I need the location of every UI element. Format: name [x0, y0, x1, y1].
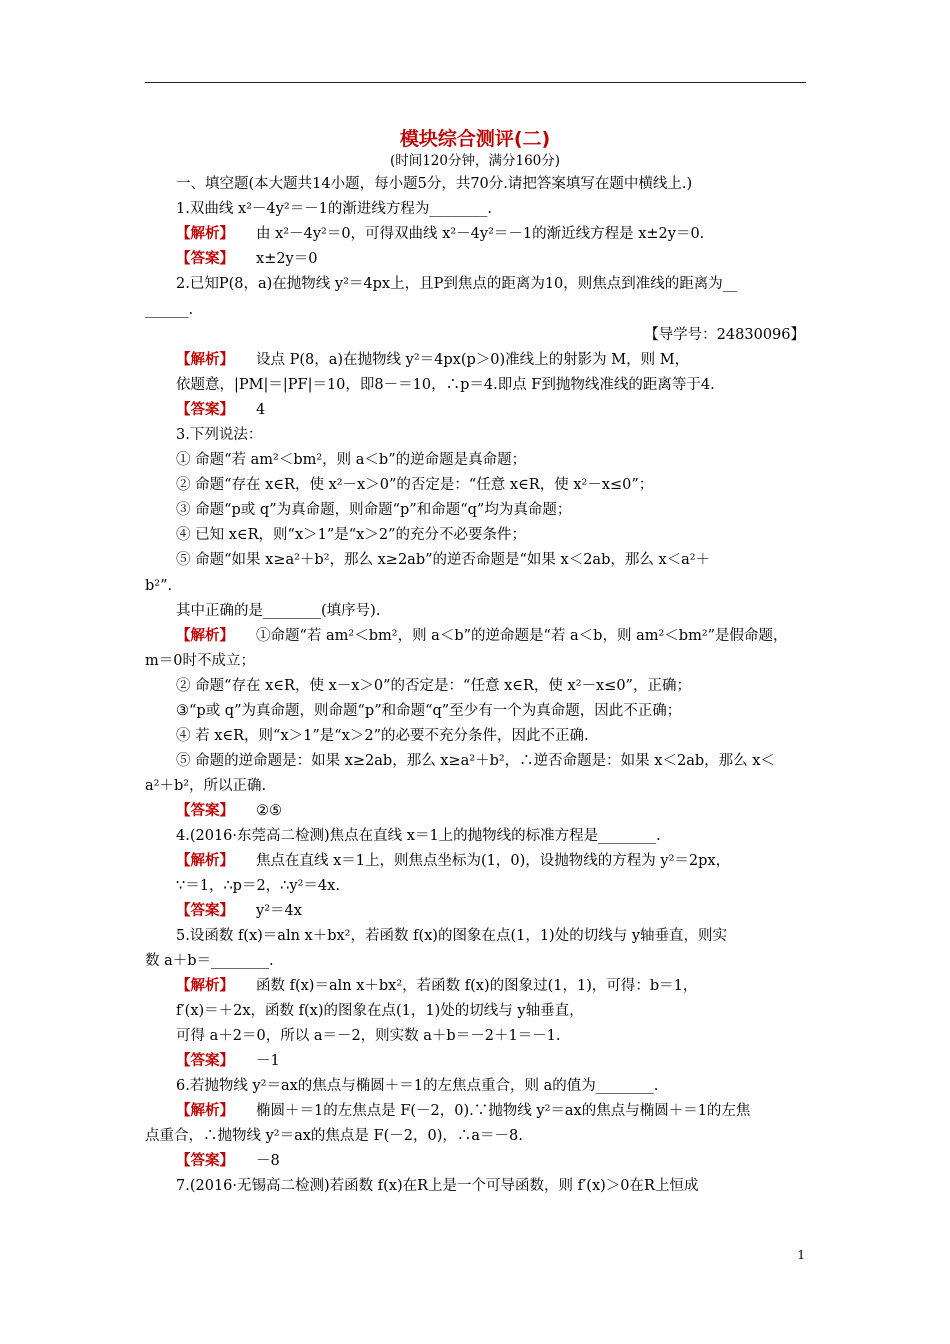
line-text: ② 命题“存在 x∈R，使 x－x＞0”的否定是：“任意 x∈R，使 x²－x≤0”，正确；	[176, 678, 691, 694]
line-text: 2.已知P(8，a)在抛物线 y²＝4px上，且P到焦点的距离为10，则焦点到准线的距离为__	[176, 276, 738, 292]
line-text: 3.下列说法：	[176, 427, 263, 443]
text-line	[176, 525, 526, 545]
line-text: ⑤ 命题“如果 x≥a²＋b²，那么 x≥2ab”的逆否命题是“如果 x＜2ab，那么 x＜a²＋	[176, 552, 711, 568]
page-subtitle: (时间120分钟，满分160分)	[389, 153, 561, 169]
line-text: 4	[256, 402, 266, 418]
text-line	[176, 901, 302, 921]
text-line	[176, 1151, 280, 1171]
line-text: b²”.	[145, 578, 173, 594]
text-line	[176, 1026, 561, 1046]
text-line	[644, 325, 805, 345]
text-line	[176, 224, 704, 244]
text-line	[176, 550, 710, 570]
line-text: ④ 若 x∈R，则“x＞1”是“x＞2”的必要不充分条件，因此不正确.	[176, 728, 589, 744]
text-line	[145, 300, 193, 320]
text-line	[176, 751, 775, 771]
line-text: －1	[256, 1053, 280, 1069]
line-text: 可得 a＋2＝0，所以 a＝－2，则实数 a＋b＝－2＋1＝－1.	[176, 1028, 561, 1044]
text-line	[145, 576, 172, 596]
text-line	[176, 701, 681, 721]
text-line	[176, 676, 691, 696]
analysis-tag: 【解析】	[176, 1103, 234, 1119]
line-text: 函数 f(x)＝aln x＋bx²，若函数 f(x)的图象过(1，1)，可得：b＝1，	[256, 978, 698, 994]
answer-tag: 【答案】	[176, 251, 234, 267]
text-line	[145, 1126, 523, 1146]
text-line	[176, 726, 589, 746]
text-line	[176, 851, 730, 871]
line-text: m＝0时不成立；	[145, 653, 255, 669]
line-text: ④ 已知 x∈R，则“x＞1”是“x＞2”的充分不必要条件；	[176, 527, 527, 543]
analysis-tag: 【解析】	[176, 352, 234, 368]
text-line	[176, 500, 571, 520]
line-text: 4.(2016·东莞高二检测)焦点在直线 x＝1上的抛物线的标准方程是________.	[176, 828, 661, 844]
line-text: ⑤ 命题的逆命题是：如果 x≥2ab，那么 x≥a²＋b²，∴逆否命题是：如果 x＜2ab，那么 x＜	[176, 753, 775, 769]
text-line	[176, 601, 380, 621]
line-text: 数 a＋b＝________.	[145, 953, 274, 969]
text-line	[176, 876, 340, 896]
text-line	[145, 776, 266, 796]
analysis-tag: 【解析】	[176, 978, 234, 994]
line-text: ③ 命题“p或 q”为真命题，则命题“p”和命题“q”均为真命题；	[176, 502, 572, 518]
text-line	[176, 626, 788, 646]
text-line	[176, 475, 653, 495]
answer-tag: 【答案】	[176, 803, 234, 819]
page-title: 模块综合测评(二)	[399, 128, 551, 150]
line-text: 点重合，∴抛物线 y²＝ax的焦点是 F(－2，0)，∴a＝－8.	[145, 1128, 523, 1144]
text-line	[176, 174, 692, 194]
line-text: 由 x²－4y²＝0，可得双曲线 x²－4y²＝－1的渐近线方程是 x±2y＝0.	[256, 226, 705, 242]
answer-tag: 【答案】	[176, 1153, 234, 1169]
text-line	[176, 249, 317, 269]
line-text: 椭圆＋＝1的左焦点是 F(－2，0).∵抛物线 y²＝ax的焦点与椭圆＋＝1的左焦	[256, 1103, 751, 1119]
text-line	[176, 199, 492, 219]
line-text: f′(x)＝＋2x，函数 f(x)的图象在点(1，1)处的切线与 y轴垂直，	[176, 1003, 584, 1019]
line-text: ③“p或 q”为真命题，则命题“p”和命题“q”至少有一个为真命题，因此不正确；	[176, 703, 682, 719]
line-text: 一、填空题(本大题共14小题，每小题5分，共70分.请把答案填写在题中横线上.)	[176, 176, 693, 192]
line-text: ① 命题“若 am²＜bm²，则 a＜b”的逆命题是真命题；	[176, 452, 527, 468]
text-line	[176, 1051, 280, 1071]
line-text: －8	[256, 1153, 280, 1169]
line-text: 焦点在直线 x＝1上，则焦点坐标为(1，0)，设抛物线的方程为 y²＝2px，	[256, 853, 731, 869]
text-line	[145, 651, 255, 671]
line-text: 其中正确的是________(填序号).	[176, 603, 381, 619]
line-text: 5.设函数 f(x)＝aln x＋bx²，若函数 f(x)的图象在点(1，1)处的切线与 y轴垂直，则实	[176, 928, 728, 944]
text-line	[176, 826, 661, 846]
text-line	[176, 801, 282, 821]
text-line	[176, 375, 715, 395]
line-text: x±2y＝0	[256, 251, 318, 267]
text-line	[176, 1101, 750, 1121]
text-line	[176, 350, 689, 370]
header-rule	[145, 82, 806, 83]
text-line	[176, 425, 262, 445]
text-line	[176, 274, 737, 294]
answer-tag: 【答案】	[176, 402, 234, 418]
analysis-tag: 【解析】	[176, 628, 234, 644]
text-line	[176, 976, 697, 996]
text-line	[176, 1001, 584, 1021]
answer-tag: 【答案】	[176, 903, 234, 919]
line-text: 7.(2016·无锡高二检测)若函数 f(x)在R上是一个可导函数，则 f′(x)＞0在R上恒成	[176, 1178, 699, 1194]
line-text: ② 命题“存在 x∈R，使 x²－x＞0”的否定是：“任意 x∈R，使 x²－x≤0”；	[176, 477, 654, 493]
line-text: y²＝4x	[256, 903, 302, 919]
line-text: 依题意，|PM|＝|PF|＝10，即8－＝10，∴p＝4.即点 F到抛物线准线的距离等于4.	[176, 377, 715, 393]
line-text: 1.双曲线 x²－4y²＝－1的渐进线方程为________.	[176, 201, 492, 217]
text-line	[176, 1176, 698, 1196]
line-text: ∵＝1，∴p＝2，∴y²＝4x.	[176, 878, 340, 894]
line-text: ②⑤	[256, 803, 282, 819]
line-text: 【导学号：24830096】	[644, 327, 805, 343]
answer-tag: 【答案】	[176, 1053, 234, 1069]
text-line	[176, 1076, 658, 1096]
line-text: 6.若抛物线 y²＝ax的焦点与椭圆＋＝1的左焦点重合，则 a的值为________.	[176, 1078, 659, 1094]
text-line	[176, 926, 727, 946]
analysis-tag: 【解析】	[176, 853, 234, 869]
analysis-tag: 【解析】	[176, 226, 234, 242]
page-number: 1	[797, 1248, 805, 1262]
text-line	[176, 450, 526, 470]
text-line	[176, 400, 265, 420]
line-text: ①命题“若 am²＜bm²，则 a＜b”的逆命题是“若 a＜b，则 am²＜bm²”是假命题，	[256, 628, 788, 644]
line-text: a²＋b²，所以正确.	[145, 778, 267, 794]
line-text: ______.	[145, 302, 194, 318]
line-text: 设点 P(8，a)在抛物线 y²＝4px(p＞0)准线上的射影为 M，则 M，	[256, 352, 690, 368]
text-line	[145, 951, 274, 971]
